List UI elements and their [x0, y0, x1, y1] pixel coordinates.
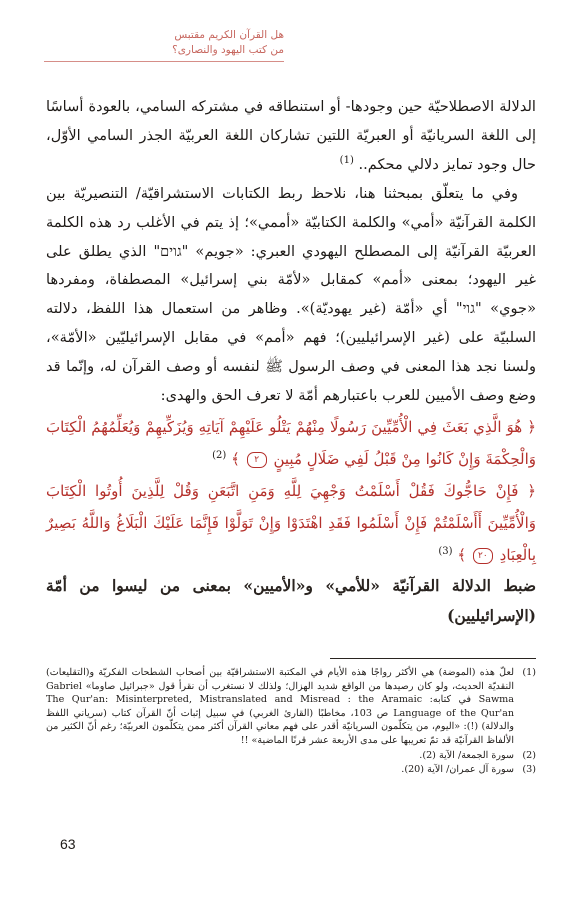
footnote-3 [46, 763, 536, 777]
footnotes [46, 666, 536, 778]
footnote-ref-1: (1) [339, 154, 354, 166]
paragraph-1 [46, 93, 536, 180]
ayah-number-marker: ٢٠ [473, 548, 493, 564]
running-header [44, 28, 284, 62]
footnote-ref-3: (3) [438, 545, 453, 557]
footnote-number: (1) [522, 667, 536, 678]
paragraph-1-text: الدلالة الاصطلاحيّة حين وجودها- أو استنطاقه في مشتركه السامي، بالعودة أساسًا إلى اللغة السريانيّة أو العبريّة اللتين تشاركان اللغة العربيّة الجذر السامي الأوّل، حال وجود تمايز دلالي محكم.. [46, 98, 536, 173]
section-subheading: ضبط الدلالة القرآنيّة «للأمي» و«الأميين» بمعنى من ليسوا من أمّة (الإسرائيليين) [46, 575, 536, 625]
main-text [46, 93, 536, 631]
footnote-number: (3) [522, 764, 536, 776]
footnote-2 [46, 749, 536, 763]
header-title-line1: هل القرآن الكريم مقتبس [174, 29, 284, 41]
verse-1-text: هُوَ الَّذِي بَعَثَ فِي الْأُمِّيِّينَ رَسُولًا مِنْهُمْ يَتْلُو عَلَيْهِمْ آيَاتِهِ وَيُزَكِّيهِمْ وَيُعَلِّمُهُمُ الْكِتَابَ وَالْحِكْمَةَ وَإِنْ كَانُوا مِنْ قَبْلُ لَفِي ضَلَالٍ مُبِينٍ [46, 417, 536, 468]
footnote-divider [330, 658, 536, 659]
quran-verse-2 [46, 475, 536, 571]
quran-verse-1 [46, 411, 536, 475]
verse-open-brace: ﴿ [527, 417, 536, 436]
header-title-line2: من كتب اليهود والنصارى؟ [44, 43, 284, 62]
verse-open-brace: ﴿ [527, 481, 536, 500]
page-number: 63 [60, 836, 76, 852]
footnote-text: سورة آل عمران/ الآية (20). [401, 764, 514, 776]
verse-close-brace: ﴾ [231, 449, 240, 468]
footnote-ref-2: (2) [212, 449, 227, 461]
verse-2-text: فَإِنْ حَاجُّوكَ فَقُلْ أَسْلَمْتُ وَجْهِيَ لِلَّهِ وَمَنِ اتَّبَعَنِ وَقُلْ لِلَّذِينَ أُوتُوا الْكِتَابَ وَالْأُمِّيِّينَ أَأَسْلَمْتُمْ فَإِنْ أَسْلَمُوا فَقَدِ اهْتَدَوْا وَإِنْ تَوَلَّوْا فَإِنَّمَا عَلَيْكَ الْبَلَاغُ وَاللَّهُ بَصِيرٌ بِالْعِبَادِ [46, 481, 536, 564]
footnote-text: سورة الجمعة/ الآية (2). [419, 749, 514, 761]
footnote-1 [46, 666, 536, 748]
ayah-number-marker: ٢ [247, 452, 267, 468]
footnote-text: لعلّ هذه (الموضة) هي الأكثر رواجًا هذه الأيام في المكتبة الاستشراقيّة بين أصحاب الشطحات الفكريّة و(التقليعات) النقديّة الحديث، ولو كان رصيدها من الواقع شديد الهزال؛ ولذلك لا نستغرب أن نقرأ قول «جبرائيل صاوما» Gabriel Sawma في كتابه: The Qur'an: Misinterpreted, Mistranslated and Misread : the Aramaic Language of the Qur'an ص 103، مخاطبًا (القارئ الغربي) في سبيل إثبات أنّ القرآن كتاب (سرياني اللفظ والدلالة) (!): «اليوم، من يتكلّمون السريانيّة أقدر على فهم معاني القرآن أكثر ممن يتكلّمون العربيّة؛ رغم أنّ الكثير من الألفاظ القرآنيّة قد تمّ تعريبها على مدى الأربعة عشر قرنًا الماضية» !! [46, 667, 515, 746]
paragraph-2: وفي ما يتعلّق بمبحثنا هنا، نلاحظ ربط الكتابات الاستشراقيّة/ التنصيريّة بين الكلمة القرآنيّة «أمي» والكلمة الكتابيّة «أممي»؛ إذ يتم في الأغلب رد هذه الكلمة العربيّة القرآنيّة إلى المصطلح اليهودي العبري: «جويم» "גוים" الذي يطلق على غير اليهود؛ بمعنى «أمم» كمقابل «لأمّة بني إسرائيل» المصطفاة، ومفردها «جوي» "גוי" أي «أمّة (غير يهوديّة)». وظاهر من استعمال هذا اللفظ، دلالته السلبيّة على (غير الإسرائيليين)؛ فهم «أمم» في مقابل الإسرائيليّين «الأمّة»، ولسنا نجد هذا المعنى في وصف الرسول ﷺ لنفسه أو وصف القرآن له، وإنّما قد وضع وصف الأميين للعرب باعتبارهم أمّة لا تعرف الحق والهدى: [46, 184, 536, 405]
footnote-number: (2) [522, 749, 536, 761]
verse-close-brace: ﴾ [457, 545, 467, 564]
